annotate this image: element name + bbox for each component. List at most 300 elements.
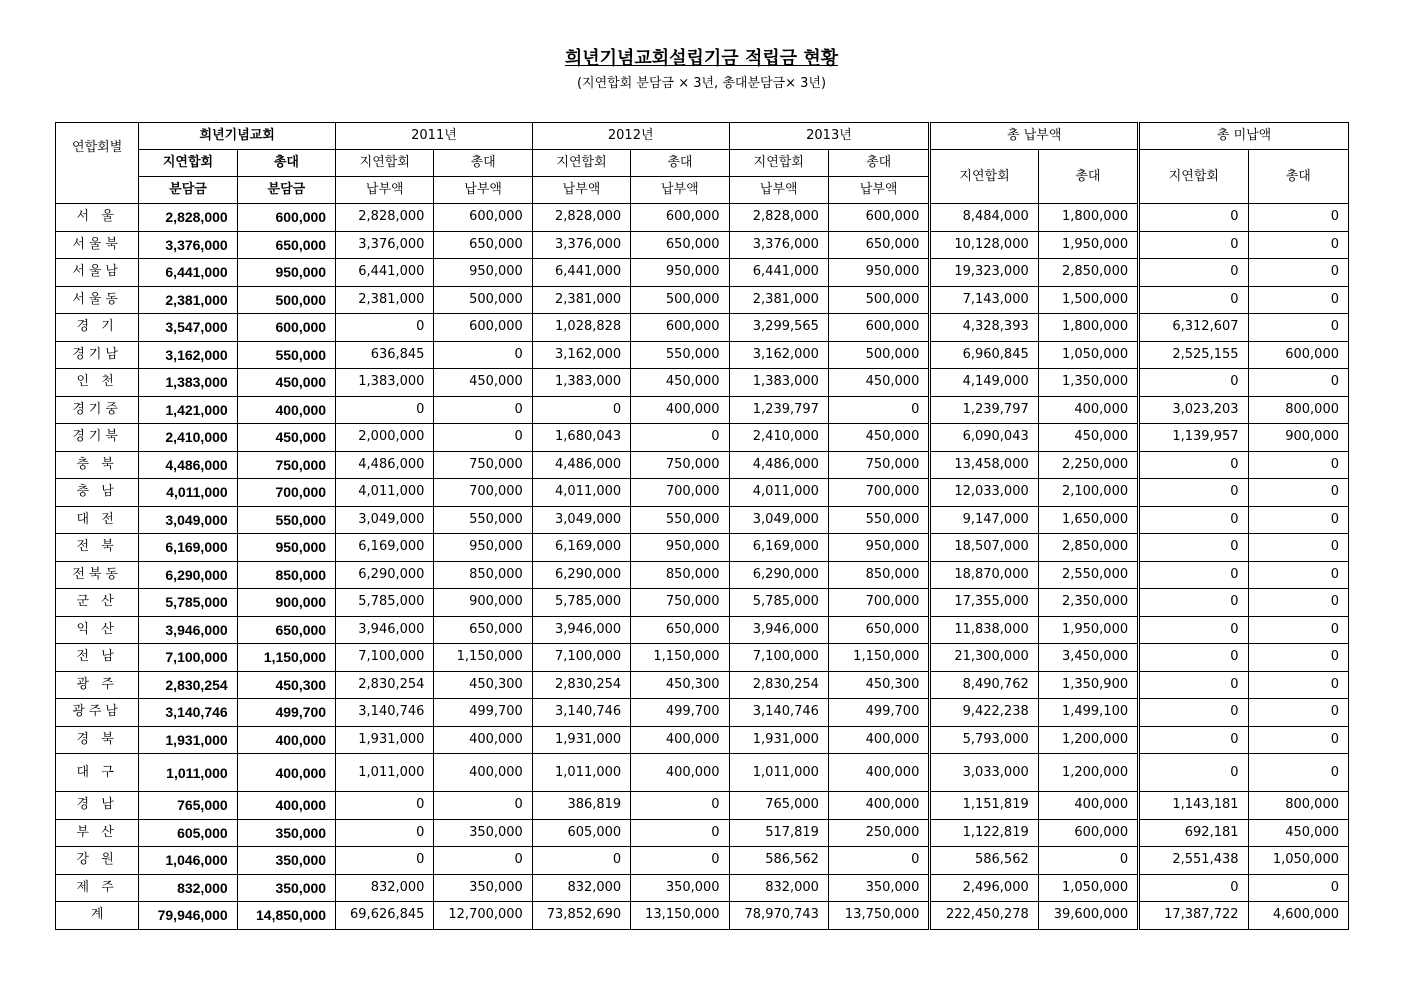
value-cell: 950,000: [631, 259, 729, 287]
value-cell: 4,486,000: [729, 451, 828, 479]
region-cell: 인 천: [56, 369, 139, 397]
value-cell: 650,000: [434, 231, 532, 259]
value-cell: 400,000: [434, 726, 532, 754]
value-cell: 5,785,000: [729, 589, 828, 617]
value-cell: 0: [1139, 506, 1248, 534]
value-cell: 0: [336, 792, 434, 820]
value-cell: 17,355,000: [930, 589, 1038, 617]
value-cell: 850,000: [828, 561, 929, 589]
value-cell: 400,000: [631, 754, 729, 792]
value-cell: 450,000: [237, 369, 335, 397]
value-cell: 0: [1139, 534, 1248, 562]
value-cell: 4,486,000: [532, 451, 630, 479]
subheader-2011-paid-branch: 납부액: [336, 177, 434, 204]
value-cell: 1,650,000: [1038, 506, 1138, 534]
table-row: [56, 451, 1349, 479]
region-cell: 제 주: [56, 874, 139, 902]
region-cell: 경기남: [56, 341, 139, 369]
region-cell: 광주남: [56, 699, 139, 727]
subheader-2013-paid-branch: 납부액: [729, 177, 828, 204]
value-cell: 1,350,900: [1038, 671, 1138, 699]
value-cell: 500,000: [828, 286, 929, 314]
value-cell: 0: [1139, 699, 1248, 727]
value-cell: 3,049,000: [532, 506, 630, 534]
value-cell: 1,383,000: [729, 369, 828, 397]
value-cell: 499,700: [828, 699, 929, 727]
region-cell: 익 산: [56, 616, 139, 644]
value-cell: 350,000: [237, 819, 335, 847]
value-cell: 6,169,000: [729, 534, 828, 562]
value-cell: 1,139,957: [1139, 424, 1248, 452]
value-cell: 517,819: [729, 819, 828, 847]
value-cell: 850,000: [237, 561, 335, 589]
value-cell: 765,000: [729, 792, 828, 820]
value-cell: 2,830,254: [336, 671, 434, 699]
value-cell: 8,484,000: [930, 204, 1038, 232]
region-cell: 군 산: [56, 589, 139, 617]
table-row: [56, 754, 1349, 792]
value-cell: 12,033,000: [930, 479, 1038, 507]
value-cell: 600,000: [631, 204, 729, 232]
value-cell: 3,946,000: [139, 616, 237, 644]
value-cell: 2,100,000: [1038, 479, 1138, 507]
value-cell: 450,000: [434, 369, 532, 397]
value-cell: 2,381,000: [336, 286, 434, 314]
value-cell: 550,000: [434, 506, 532, 534]
value-cell: 11,838,000: [930, 616, 1038, 644]
value-cell: 950,000: [828, 534, 929, 562]
value-cell: 1,011,000: [336, 754, 434, 792]
value-cell: 1,050,000: [1038, 341, 1138, 369]
value-cell: 0: [631, 847, 729, 875]
value-cell: 800,000: [1248, 396, 1348, 424]
value-cell: 0: [1139, 204, 1248, 232]
value-cell: 2,350,000: [1038, 589, 1138, 617]
value-cell: 1,931,000: [139, 726, 237, 754]
table-row: [56, 479, 1349, 507]
value-cell: 700,000: [828, 479, 929, 507]
value-cell: 0: [1248, 286, 1348, 314]
value-cell: 4,600,000: [1248, 902, 1348, 930]
value-cell: 6,312,607: [1139, 314, 1248, 342]
value-cell: 12,700,000: [434, 902, 532, 930]
value-cell: 600,000: [1038, 819, 1138, 847]
value-cell: 1,150,000: [631, 644, 729, 672]
value-cell: 0: [434, 847, 532, 875]
value-cell: 400,000: [1038, 396, 1138, 424]
value-cell: 3,946,000: [729, 616, 828, 644]
value-cell: 1,350,000: [1038, 369, 1138, 397]
value-cell: 500,000: [237, 286, 335, 314]
subheader-branch: 지연합회: [139, 150, 237, 177]
value-cell: 0: [1248, 231, 1348, 259]
value-cell: 2,550,000: [1038, 561, 1138, 589]
value-cell: 3,049,000: [139, 506, 237, 534]
value-cell: 6,090,043: [930, 424, 1038, 452]
value-cell: 0: [336, 314, 434, 342]
value-cell: 450,000: [828, 424, 929, 452]
region-cell: 계: [56, 902, 139, 930]
value-cell: 18,507,000: [930, 534, 1038, 562]
value-cell: 10,128,000: [930, 231, 1038, 259]
table-row: [56, 644, 1349, 672]
value-cell: 950,000: [434, 259, 532, 287]
value-cell: 0: [1139, 561, 1248, 589]
value-cell: 39,600,000: [1038, 902, 1138, 930]
value-cell: 0: [828, 847, 929, 875]
value-cell: 3,140,746: [729, 699, 828, 727]
value-cell: 400,000: [237, 726, 335, 754]
value-cell: 400,000: [631, 726, 729, 754]
value-cell: 17,387,722: [1139, 902, 1248, 930]
value-cell: 2,410,000: [139, 424, 237, 452]
value-cell: 450,000: [237, 424, 335, 452]
value-cell: 450,000: [1248, 819, 1348, 847]
value-cell: 692,181: [1139, 819, 1248, 847]
header-2012: 2012년: [532, 123, 729, 150]
value-cell: 3,547,000: [139, 314, 237, 342]
value-cell: 6,441,000: [532, 259, 630, 287]
value-cell: 636,845: [336, 341, 434, 369]
value-cell: 900,000: [1248, 424, 1348, 452]
value-cell: 950,000: [237, 534, 335, 562]
value-cell: 0: [1248, 754, 1348, 792]
value-cell: 765,000: [139, 792, 237, 820]
value-cell: 0: [1248, 314, 1348, 342]
value-cell: 13,750,000: [828, 902, 929, 930]
value-cell: 6,290,000: [532, 561, 630, 589]
value-cell: 1,150,000: [237, 644, 335, 672]
value-cell: 350,000: [631, 874, 729, 902]
value-cell: 2,828,000: [139, 204, 237, 232]
table-row: [56, 204, 1349, 232]
value-cell: 750,000: [828, 451, 929, 479]
value-cell: 0: [1139, 874, 1248, 902]
value-cell: 0: [631, 819, 729, 847]
value-cell: 450,300: [828, 671, 929, 699]
value-cell: 600,000: [631, 314, 729, 342]
table-row: [56, 506, 1349, 534]
table-row: [56, 369, 1349, 397]
value-cell: 0: [1248, 726, 1348, 754]
table-row: [56, 534, 1349, 562]
value-cell: 2,828,000: [336, 204, 434, 232]
value-cell: 1,950,000: [1038, 231, 1138, 259]
value-cell: 500,000: [631, 286, 729, 314]
table-row: [56, 902, 1349, 930]
value-cell: 3,450,000: [1038, 644, 1138, 672]
subheader-unpaid-branch: 지연합회: [1139, 150, 1248, 204]
value-cell: 1,500,000: [1038, 286, 1138, 314]
value-cell: 700,000: [828, 589, 929, 617]
value-cell: 0: [1139, 589, 1248, 617]
value-cell: 0: [1248, 589, 1348, 617]
value-cell: 3,376,000: [336, 231, 434, 259]
value-cell: 18,870,000: [930, 561, 1038, 589]
value-cell: 600,000: [237, 314, 335, 342]
table-row: [56, 874, 1349, 902]
table-row: [56, 616, 1349, 644]
value-cell: 650,000: [631, 231, 729, 259]
subheader-2012-paid-branch: 납부액: [532, 177, 630, 204]
table-row: [56, 561, 1349, 589]
value-cell: 950,000: [631, 534, 729, 562]
value-cell: 2,850,000: [1038, 534, 1138, 562]
value-cell: 750,000: [237, 451, 335, 479]
value-cell: 650,000: [237, 616, 335, 644]
value-cell: 600,000: [828, 204, 929, 232]
value-cell: 5,793,000: [930, 726, 1038, 754]
subheader-2011-paid-delegates: 납부액: [434, 177, 532, 204]
value-cell: 0: [631, 792, 729, 820]
value-cell: 4,011,000: [729, 479, 828, 507]
region-cell: 강 원: [56, 847, 139, 875]
value-cell: 1,383,000: [532, 369, 630, 397]
table-body: [56, 204, 1349, 930]
value-cell: 5,785,000: [336, 589, 434, 617]
value-cell: 0: [434, 792, 532, 820]
value-cell: 750,000: [434, 451, 532, 479]
region-cell: 전 남: [56, 644, 139, 672]
value-cell: 5,785,000: [139, 589, 237, 617]
value-cell: 0: [434, 396, 532, 424]
value-cell: 6,169,000: [532, 534, 630, 562]
region-cell: 충 남: [56, 479, 139, 507]
value-cell: 69,626,845: [336, 902, 434, 930]
value-cell: 450,000: [631, 369, 729, 397]
subheader-unpaid-delegates: 총대: [1248, 150, 1348, 204]
value-cell: 350,000: [828, 874, 929, 902]
value-cell: 586,562: [930, 847, 1038, 875]
value-cell: 0: [336, 819, 434, 847]
value-cell: 13,150,000: [631, 902, 729, 930]
value-cell: 450,300: [434, 671, 532, 699]
value-cell: 1,421,000: [139, 396, 237, 424]
value-cell: 6,290,000: [729, 561, 828, 589]
value-cell: 2,830,254: [139, 671, 237, 699]
value-cell: 400,000: [237, 396, 335, 424]
value-cell: 450,000: [828, 369, 929, 397]
value-cell: 0: [532, 847, 630, 875]
value-cell: 2,410,000: [729, 424, 828, 452]
value-cell: 0: [1248, 534, 1348, 562]
value-cell: 1,499,100: [1038, 699, 1138, 727]
value-cell: 0: [1139, 259, 1248, 287]
value-cell: 4,011,000: [532, 479, 630, 507]
value-cell: 1,011,000: [532, 754, 630, 792]
value-cell: 2,381,000: [729, 286, 828, 314]
value-cell: 1,011,000: [729, 754, 828, 792]
value-cell: 400,000: [631, 396, 729, 424]
value-cell: 7,100,000: [139, 644, 237, 672]
value-cell: 3,140,746: [139, 699, 237, 727]
value-cell: 0: [1248, 616, 1348, 644]
table-row: [56, 259, 1349, 287]
value-cell: 6,169,000: [336, 534, 434, 562]
value-cell: 0: [1139, 754, 1248, 792]
value-cell: 400,000: [828, 726, 929, 754]
value-cell: 4,486,000: [336, 451, 434, 479]
value-cell: 1,028,828: [532, 314, 630, 342]
value-cell: 3,946,000: [336, 616, 434, 644]
region-cell: 서울북: [56, 231, 139, 259]
value-cell: 7,100,000: [729, 644, 828, 672]
value-cell: 0: [1248, 451, 1348, 479]
value-cell: 386,819: [532, 792, 630, 820]
subheader-2011-delegates: 총대: [434, 150, 532, 177]
value-cell: 7,100,000: [532, 644, 630, 672]
value-cell: 4,011,000: [336, 479, 434, 507]
value-cell: 3,162,000: [729, 341, 828, 369]
subheader-delegates: 총대: [237, 150, 335, 177]
region-cell: 경기북: [56, 424, 139, 452]
value-cell: 13,458,000: [930, 451, 1038, 479]
value-cell: 3,049,000: [729, 506, 828, 534]
value-cell: 0: [1248, 671, 1348, 699]
value-cell: 900,000: [237, 589, 335, 617]
subheader-2011-branch: 지연합회: [336, 150, 434, 177]
header-2011: 2011년: [336, 123, 533, 150]
header-total-paid: 총 납부액: [930, 123, 1139, 150]
table-row: [56, 286, 1349, 314]
table-row: [56, 726, 1349, 754]
region-cell: 전북동: [56, 561, 139, 589]
value-cell: 950,000: [237, 259, 335, 287]
page-subtitle: (지연합회 분담금 × 3년, 총대분담금× 3년): [576, 76, 827, 91]
value-cell: 0: [1248, 204, 1348, 232]
value-cell: 1,151,819: [930, 792, 1038, 820]
region-cell: 충 북: [56, 451, 139, 479]
value-cell: 400,000: [237, 792, 335, 820]
value-cell: 600,000: [434, 314, 532, 342]
value-cell: 499,700: [237, 699, 335, 727]
value-cell: 78,970,743: [729, 902, 828, 930]
value-cell: 9,422,238: [930, 699, 1038, 727]
subheader-share-branch: 분담금: [139, 177, 237, 204]
value-cell: 1,931,000: [532, 726, 630, 754]
value-cell: 400,000: [828, 754, 929, 792]
table-row: [56, 671, 1349, 699]
value-cell: 700,000: [631, 479, 729, 507]
value-cell: 6,441,000: [729, 259, 828, 287]
value-cell: 2,525,155: [1139, 341, 1248, 369]
value-cell: 2,250,000: [1038, 451, 1138, 479]
value-cell: 600,000: [1248, 341, 1348, 369]
value-cell: 1,950,000: [1038, 616, 1138, 644]
value-cell: 6,441,000: [336, 259, 434, 287]
value-cell: 2,828,000: [532, 204, 630, 232]
value-cell: 400,000: [237, 754, 335, 792]
value-cell: 832,000: [532, 874, 630, 902]
value-cell: 1,200,000: [1038, 754, 1138, 792]
value-cell: 0: [532, 396, 630, 424]
header-total-unpaid: 총 미납액: [1139, 123, 1349, 150]
value-cell: 3,946,000: [532, 616, 630, 644]
value-cell: 2,496,000: [930, 874, 1038, 902]
value-cell: 400,000: [1038, 792, 1138, 820]
value-cell: 950,000: [434, 534, 532, 562]
value-cell: 0: [1248, 874, 1348, 902]
value-cell: 832,000: [729, 874, 828, 902]
value-cell: 0: [1248, 561, 1348, 589]
value-cell: 0: [1139, 479, 1248, 507]
value-cell: 2,381,000: [532, 286, 630, 314]
value-cell: 400,000: [828, 792, 929, 820]
value-cell: 832,000: [336, 874, 434, 902]
region-cell: 광 주: [56, 671, 139, 699]
value-cell: 0: [336, 847, 434, 875]
value-cell: 1,046,000: [139, 847, 237, 875]
value-cell: 450,300: [631, 671, 729, 699]
value-cell: 1,239,797: [930, 396, 1038, 424]
value-cell: 0: [828, 396, 929, 424]
table-row: [56, 819, 1349, 847]
value-cell: 1,800,000: [1038, 314, 1138, 342]
value-cell: 250,000: [828, 819, 929, 847]
value-cell: 1,143,181: [1139, 792, 1248, 820]
value-cell: 6,960,845: [930, 341, 1038, 369]
value-cell: 600,000: [434, 204, 532, 232]
value-cell: 3,162,000: [532, 341, 630, 369]
region-cell: 전 북: [56, 534, 139, 562]
value-cell: 600,000: [237, 204, 335, 232]
value-cell: 3,162,000: [139, 341, 237, 369]
value-cell: 550,000: [237, 506, 335, 534]
value-cell: 19,323,000: [930, 259, 1038, 287]
subheader-paid-branch: 지연합회: [930, 150, 1038, 204]
value-cell: 1,800,000: [1038, 204, 1138, 232]
value-cell: 499,700: [631, 699, 729, 727]
value-cell: 600,000: [828, 314, 929, 342]
table-row: [56, 396, 1349, 424]
value-cell: 550,000: [631, 341, 729, 369]
value-cell: 2,850,000: [1038, 259, 1138, 287]
region-cell: 경 기: [56, 314, 139, 342]
value-cell: 700,000: [434, 479, 532, 507]
value-cell: 850,000: [434, 561, 532, 589]
value-cell: 4,011,000: [139, 479, 237, 507]
value-cell: 6,441,000: [139, 259, 237, 287]
table-row: [56, 341, 1349, 369]
value-cell: 3,376,000: [139, 231, 237, 259]
header-2013: 2013년: [729, 123, 930, 150]
value-cell: 350,000: [237, 874, 335, 902]
subheader-2012-delegates: 총대: [631, 150, 729, 177]
value-cell: 0: [336, 396, 434, 424]
value-cell: 900,000: [434, 589, 532, 617]
value-cell: 350,000: [237, 847, 335, 875]
value-cell: 0: [1139, 369, 1248, 397]
value-cell: 3,299,565: [729, 314, 828, 342]
value-cell: 1,383,000: [139, 369, 237, 397]
value-cell: 605,000: [139, 819, 237, 847]
value-cell: 650,000: [631, 616, 729, 644]
value-cell: 1,200,000: [1038, 726, 1138, 754]
value-cell: 550,000: [237, 341, 335, 369]
value-cell: 0: [434, 424, 532, 452]
value-cell: 2,551,438: [1139, 847, 1248, 875]
value-cell: 0: [1139, 726, 1248, 754]
table-row: [56, 589, 1349, 617]
value-cell: 0: [1248, 259, 1348, 287]
region-cell: 부 산: [56, 819, 139, 847]
value-cell: 4,328,393: [930, 314, 1038, 342]
subheader-paid-delegates: 총대: [1038, 150, 1138, 204]
value-cell: 0: [1248, 369, 1348, 397]
value-cell: 79,946,000: [139, 902, 237, 930]
value-cell: 450,300: [237, 671, 335, 699]
value-cell: 1,383,000: [336, 369, 434, 397]
